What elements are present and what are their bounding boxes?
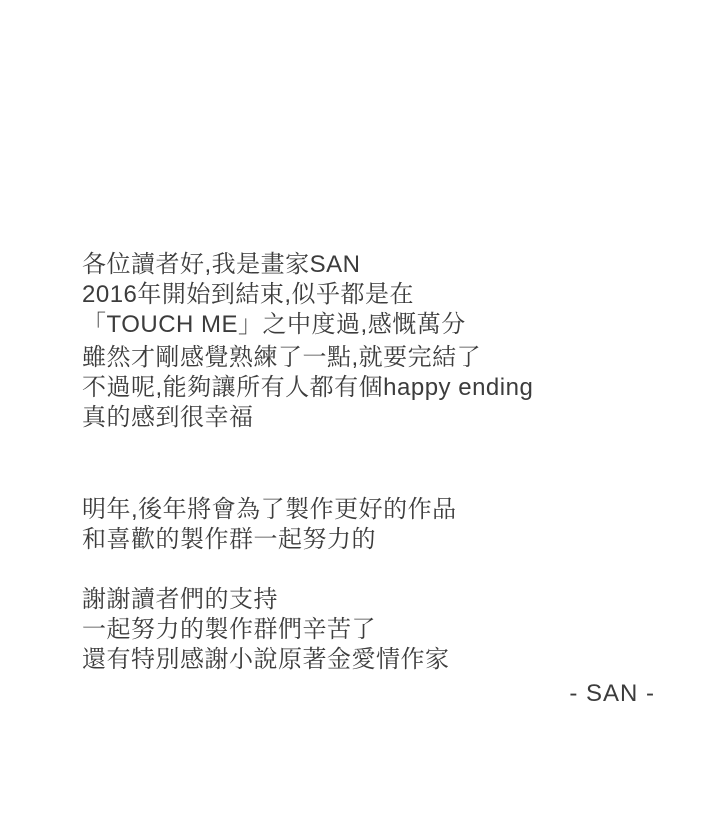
text-line: 各位讀者好,我是畫家SAN: [82, 251, 361, 278]
text-line: 還有特別感謝小說原著金愛情作家: [82, 646, 450, 673]
text-line: 真的感到很幸福: [82, 404, 254, 431]
paragraph-thanks: [82, 585, 655, 675]
text-line: 一起努力的製作群們辛苦了: [82, 616, 376, 643]
paragraph-greeting: [82, 250, 655, 340]
text-line: 不過呢,能夠讓所有人都有個happy ending: [82, 374, 534, 401]
text-line: 謝謝讀者們的支持: [82, 586, 278, 613]
text-line: 雖然才剛感覺熟練了一點,就要完結了: [82, 344, 482, 371]
text-line: 2016年開始到結束,似乎都是在: [82, 281, 415, 308]
text-line: 「TOUCH ME」之中度過,感慨萬分: [82, 311, 466, 338]
text-line: 明年,後年將會為了製作更好的作品: [82, 496, 457, 523]
paragraph-future-plans: [82, 495, 655, 555]
text-line: 和喜歡的製作群一起努力的: [82, 526, 376, 553]
signature: - SAN -: [569, 680, 655, 707]
paragraph-reflection: [82, 343, 655, 433]
